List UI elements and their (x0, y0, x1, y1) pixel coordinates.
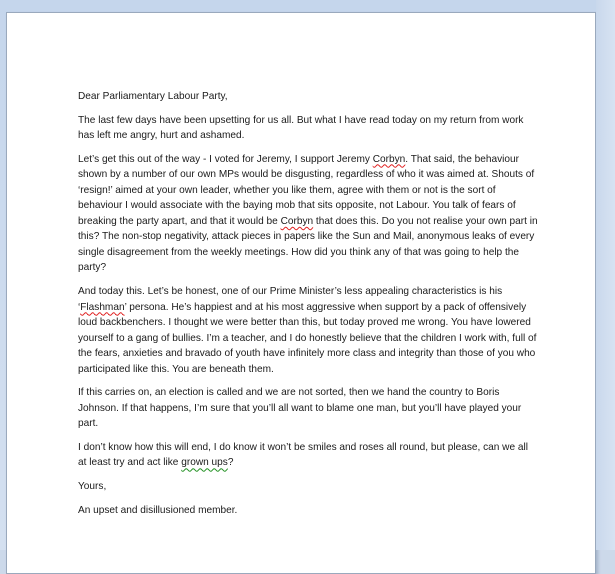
paragraph-2-text: that does this. Do you not realise your own part in this? The non-stop negativity, attack pieces in papers like the Sun and Mail, anonymous leaks of every single disagreement from the weekly meetings. How did you think any of that was going to help the party? (78, 215, 538, 274)
paragraph-1: The last few days have been upsetting for us all. But what I have read today on my return from work has left me angry, hurt and ashamed. (78, 114, 524, 142)
paragraph-4: If this carries on, an election is called and we are not sorted, then we hand the country to Boris Johnson. If that happens, I’m sure that you’ll all want to blame one man, but you’ll have played your part. (78, 387, 522, 430)
workspace-margin (596, 0, 615, 550)
document-body[interactable] (78, 89, 538, 526)
grammar-flagged-word[interactable]: grown ups (181, 457, 228, 469)
misspelled-word[interactable]: Corbyn (372, 153, 406, 165)
misspelled-word[interactable]: Corbyn (280, 215, 314, 227)
document-page[interactable] (6, 12, 596, 574)
paragraph-2 (78, 152, 538, 276)
signature: An upset and disillusioned member. (78, 504, 238, 516)
paragraph-5-text: I don’t know how this will end, I do know it won’t be smiles and roses all round, but please, can we all at least try and act like (78, 441, 528, 469)
paragraph-3 (78, 284, 538, 377)
paragraph-2-text: . That said, the behaviour shown by a number of our own MPs would be disgusting, regardless of who it was aimed at. Shouts of ‘resign!’ aimed at your own leader, whether you like them, agree with them or not is the sort of behaviour I would associate with the baying mob that sits opposite, not Labour. You talk of fears of breaking the party apart, and that it would be (78, 153, 535, 227)
paragraph-2-text: Let’s get this out of the way - I voted for Jeremy, I support Jeremy (78, 153, 373, 165)
salutation: Dear Parliamentary Labour Party, (78, 91, 228, 102)
paragraph-3-text: ’ persona. He’s happiest and at his most aggressive when support by a pack of offensively loud backbenchers. I thought we were better than this, but today proved me wrong. You have lowered yourself to a gang of bullies. I’m a teacher, and I do honestly believe that the children I work with, full of the fears, anxieties and bravado of youth have infinitely more class and integrity than those of you who participated like this. You are beneath them. (78, 301, 537, 375)
paragraph-5 (78, 440, 538, 471)
misspelled-word[interactable]: Flashman (80, 301, 125, 313)
closing: Yours, (78, 481, 107, 493)
paragraph-5-text: ? (227, 457, 234, 469)
paragraph-3-text: And today this. Let’s be honest, one of our Prime Minister’s less appealing characteristics is his ‘ (78, 286, 503, 313)
